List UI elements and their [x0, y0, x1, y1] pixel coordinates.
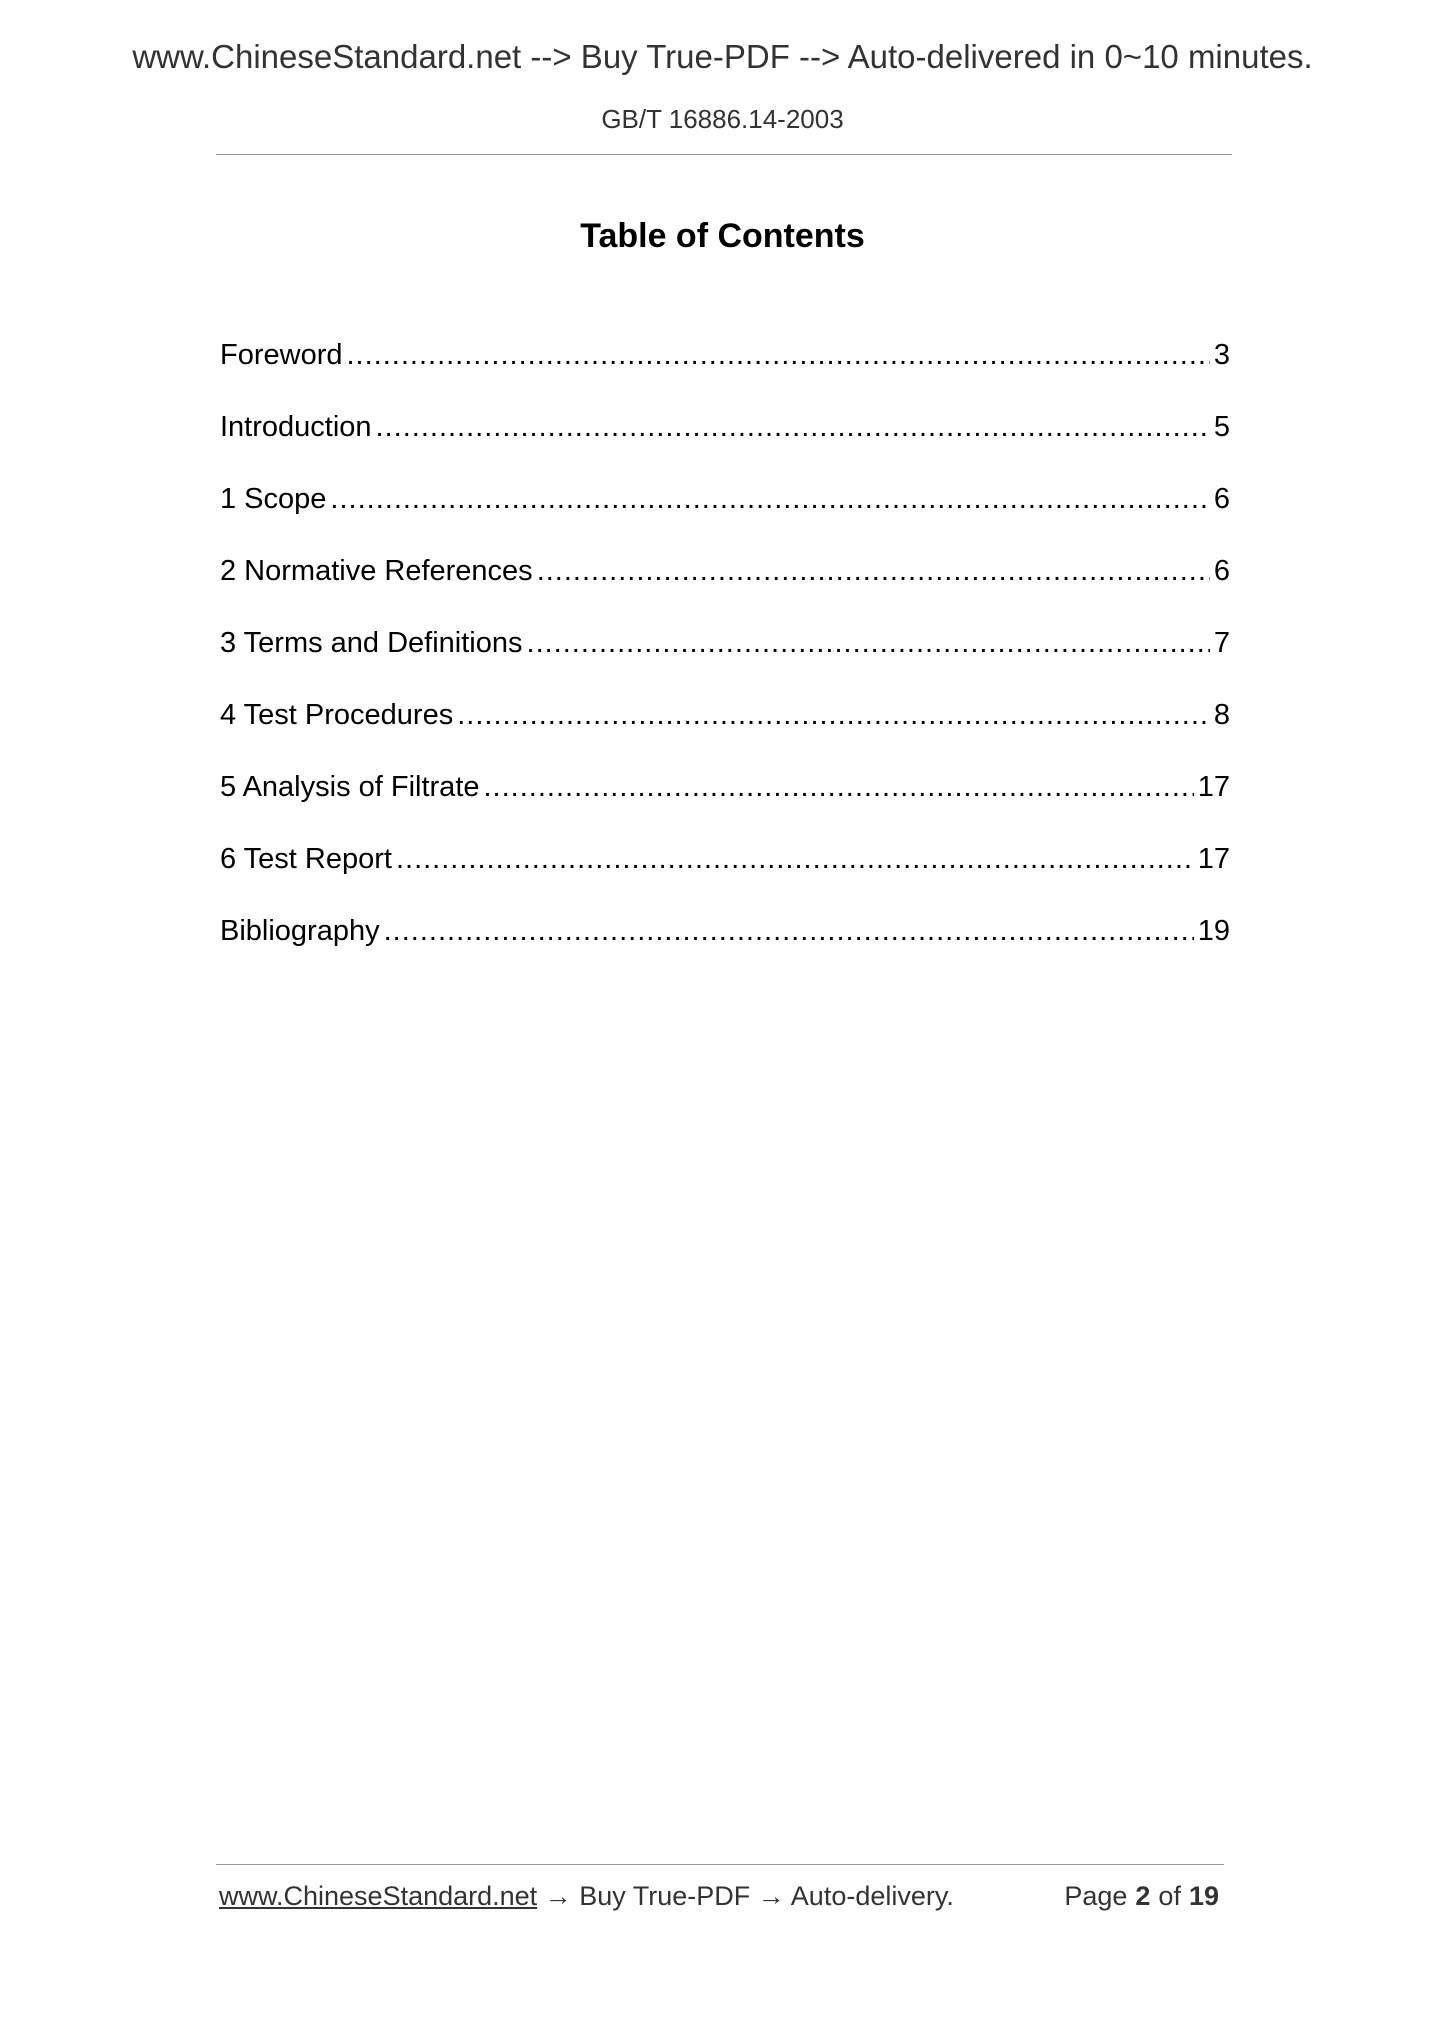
arrow-right-icon: →: [544, 1881, 572, 1911]
page-footer: [219, 1881, 1224, 1921]
toc-entry-terms-and-definitions[interactable]: [220, 627, 1230, 699]
toc-list: [220, 339, 1230, 987]
toc-dot-leader: [457, 699, 1210, 732]
toc-dot-leader: [347, 339, 1210, 372]
top-banner: www.ChineseStandard.net --> Buy True-PDF --> Auto-delivered in 0~10 minutes.: [132, 38, 1313, 75]
toc-entry-scope[interactable]: [220, 483, 1230, 555]
total-pages-number: 19: [1188, 1881, 1219, 1911]
toc-entry-title: 6 Test Report: [220, 843, 392, 875]
toc-entry-page: 3: [1213, 339, 1230, 371]
toc-entry-normative-references[interactable]: [220, 555, 1230, 627]
footer-delivery-text: Auto-delivery.: [790, 1881, 954, 1911]
toc-entry-page: 7: [1213, 627, 1230, 659]
document-code: GB/T 16886.14-2003: [601, 104, 844, 134]
toc-entry-page: 6: [1213, 555, 1230, 587]
toc-dot-leader: [396, 843, 1194, 876]
toc-entry-title: 1 Scope: [220, 483, 327, 515]
arrow-right-icon: →: [757, 1881, 785, 1911]
page-number: [1064, 1881, 1219, 1912]
toc-entry-page: 5: [1213, 411, 1230, 443]
toc-entry-page: 17: [1197, 843, 1230, 875]
toc-dot-leader: [527, 627, 1210, 660]
toc-entry-title: 2 Normative References: [220, 555, 533, 587]
toc-title: Table of Contents: [580, 217, 865, 255]
footer-divider: [216, 1864, 1224, 1865]
toc-entry-introduction[interactable]: [220, 411, 1230, 483]
toc-entry-bibliography[interactable]: [220, 915, 1230, 987]
toc-entry-title: Bibliography: [220, 915, 380, 947]
toc-entry-analysis-of-filtrate[interactable]: [220, 771, 1230, 843]
toc-dot-leader: [537, 555, 1210, 588]
toc-entry-page: 6: [1213, 483, 1230, 515]
toc-entry-title: 5 Analysis of Filtrate: [220, 771, 480, 803]
toc-entry-page: 8: [1213, 699, 1230, 731]
toc-entry-foreword[interactable]: [220, 339, 1230, 411]
toc-entry-title: 3 Terms and Definitions: [220, 627, 523, 659]
of-label: of: [1158, 1881, 1181, 1911]
toc-dot-leader: [484, 771, 1194, 804]
page-label: Page: [1064, 1881, 1128, 1911]
toc-entry-page: 19: [1197, 915, 1230, 947]
toc-entry-title: 4 Test Procedures: [220, 699, 454, 731]
toc-entry-title: Introduction: [220, 411, 372, 443]
toc-dot-leader: [330, 483, 1209, 516]
toc-entry-page: 17: [1197, 771, 1230, 803]
toc-dot-leader: [376, 411, 1210, 444]
toc-entry-test-procedures[interactable]: [220, 699, 1230, 771]
current-page-number: 2: [1135, 1881, 1151, 1911]
footer-promo: [219, 1881, 954, 1912]
footer-site-link[interactable]: www.ChineseStandard.net: [219, 1881, 538, 1911]
header-divider: [216, 154, 1232, 155]
toc-entry-title: Foreword: [220, 339, 343, 371]
footer-buy-text: Buy True-PDF: [579, 1881, 751, 1911]
toc-dot-leader: [384, 915, 1194, 948]
toc-entry-test-report[interactable]: [220, 843, 1230, 915]
